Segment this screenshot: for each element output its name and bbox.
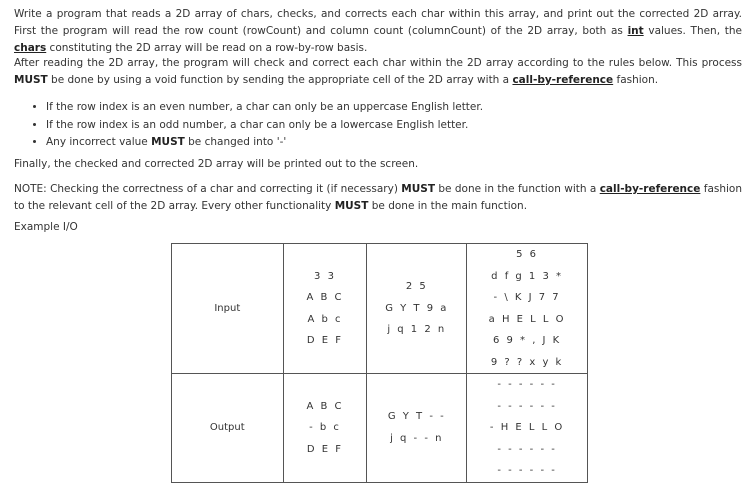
text: NOTE: Checking the correctness of a char and correcting it (if necessary) [14, 183, 402, 195]
rule-even-row [46, 99, 483, 117]
text: constituting the 2D array will be read on a row-by-row basis. [46, 42, 368, 54]
line: j q - - n [390, 432, 444, 444]
cell-lines [367, 406, 466, 449]
text: be done by using a void function by sending the appropriate cell of the 2D array with a [47, 74, 513, 86]
int-keyword: int [627, 25, 644, 37]
text: fashion to the relevant cell of the 2D array. Every other functionality [14, 183, 743, 212]
text: fashion. [613, 74, 659, 86]
finally-paragraph [14, 156, 742, 173]
line: j q 1 2 n [387, 324, 447, 336]
input-row [172, 244, 588, 374]
rules-list [14, 99, 483, 152]
input-label: Input [172, 244, 284, 374]
cell-lines [367, 276, 466, 341]
line: - - - - - - [497, 443, 557, 455]
line: A b c [307, 313, 343, 325]
text: If the row index is an odd number, a char can only be a lowercase English letter. [46, 118, 469, 131]
text: values. Then, the [643, 25, 742, 37]
input-example-1 [283, 244, 367, 374]
text: After reading the 2D array, the program will check and correct each char within the 2D array according to the rules below. This process [14, 57, 742, 69]
output-label: Output [172, 374, 284, 483]
output-row [172, 374, 588, 483]
call-by-reference-emphasis: call-by-reference [512, 74, 614, 86]
line: 2 5 [405, 281, 428, 293]
text: be done in the main function. [368, 200, 528, 212]
output-example-3 [467, 374, 588, 483]
output-example-2 [367, 374, 467, 483]
line: D E F [306, 335, 344, 346]
line: A B C [306, 292, 344, 303]
line: - - - - - - [497, 400, 557, 412]
input-example-3 [467, 244, 588, 374]
must-emphasis: MUST [14, 74, 48, 86]
line: - \ K J 7 7 [493, 292, 561, 303]
cell-lines [467, 374, 587, 482]
note-paragraph [14, 181, 742, 215]
must-emphasis: MUST [151, 136, 185, 148]
must-emphasis: MUST [334, 200, 369, 212]
chars-keyword: chars [14, 42, 47, 54]
line: G Y T - - [387, 411, 446, 423]
call-by-reference-emphasis: call-by-reference [599, 183, 701, 195]
example-heading [14, 219, 742, 236]
line: 5 6 [516, 249, 539, 260]
cell-lines [284, 266, 367, 352]
cell-lines [467, 244, 587, 373]
line: - - - - - - [497, 465, 557, 476]
text: If the row index is an even number, a char can only be an uppercase English letter. [46, 101, 484, 113]
text: Finally, the checked and corrected 2D array will be printed out to the screen. [14, 158, 419, 170]
line: A B C [306, 400, 344, 412]
line: 9 ? ? x y k [490, 356, 564, 368]
line: 3 3 [314, 270, 336, 282]
check-paragraph [14, 55, 742, 89]
rule-incorrect-value [46, 134, 483, 152]
line: G Y T 9 a [385, 302, 449, 314]
line: - - - - - - [497, 379, 557, 390]
text: Any incorrect value [46, 136, 152, 148]
line: - b c [309, 422, 341, 433]
output-example-1 [283, 374, 367, 483]
line: 6 9 * , J K [492, 335, 562, 346]
text: be changed into '-' [184, 136, 287, 148]
line: d f g 1 3 * [491, 270, 564, 282]
line: - H E L L O [489, 422, 565, 433]
input-example-2 [367, 244, 467, 374]
cell-lines [284, 396, 367, 461]
line: a H E L L O [488, 313, 566, 325]
text: Write a program that reads a 2D array of chars, checks, and corrects each char within this array, and print out the corrected 2D array. First the program will read the row count (rowCount) and column count (columnCount) of the 2D array, both as [14, 8, 742, 37]
must-emphasis: MUST [401, 183, 435, 195]
line: D E F [306, 443, 344, 455]
intro-paragraph [14, 6, 742, 57]
rule-odd-row [46, 117, 483, 135]
text: be done in the function with a [435, 183, 600, 195]
text: Example I/O [14, 221, 78, 233]
example-io-table [171, 243, 588, 483]
